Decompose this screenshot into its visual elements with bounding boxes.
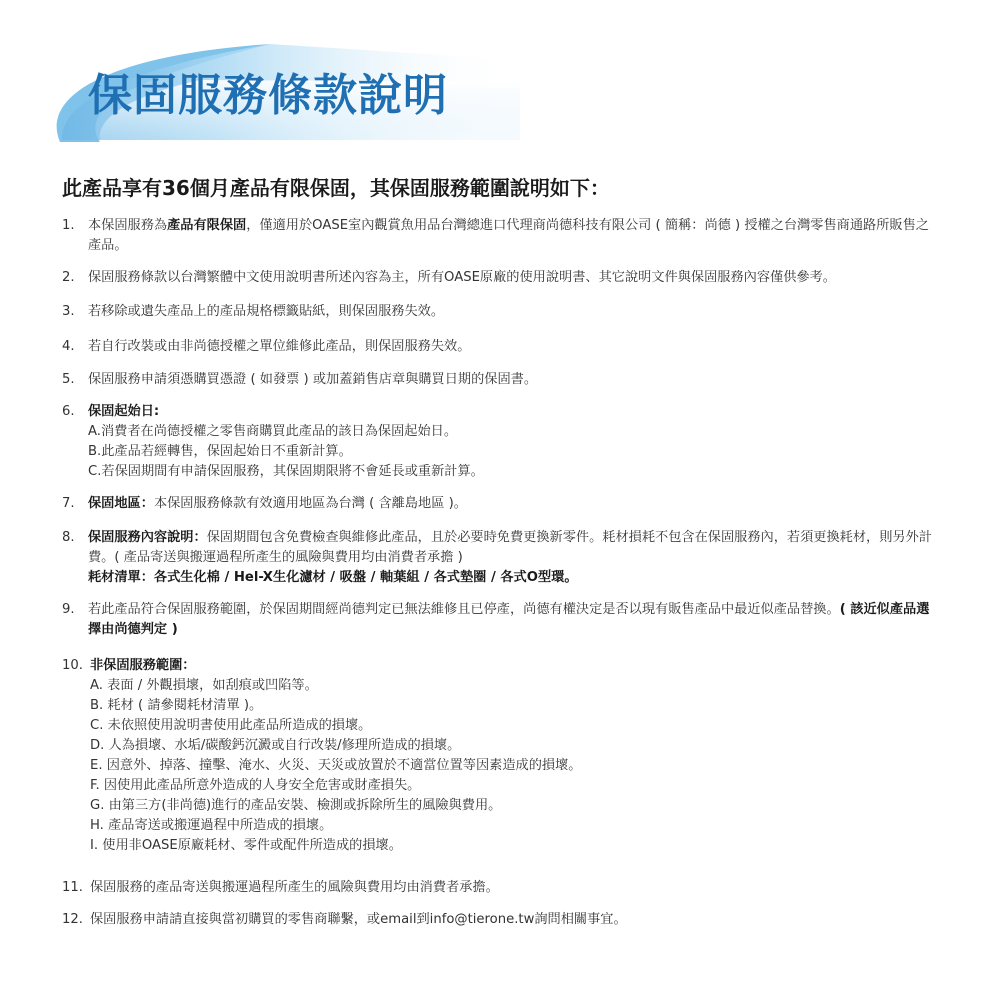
- item-heading: 非保固服務範圍：: [90, 658, 196, 673]
- item-text: 若此產品符合保固服務範圍，於保固期間經尚德判定已無法維修且已停產，尚德有權決定是否以現有販售產品中最近似產品替換。: [88, 602, 840, 617]
- item-heading: 保固起始日:: [88, 404, 160, 419]
- list-item: [62, 656, 942, 856]
- list-item: [62, 600, 942, 640]
- item-number: 9.: [62, 602, 75, 617]
- item-text: 本保固服務為: [88, 218, 168, 233]
- item-number: 12.: [62, 912, 83, 927]
- item-text: 保固服務申請須憑購買憑證 ( 如發票 ) 或加蓋銷售店章與購買日期的保固書。: [88, 372, 538, 387]
- item-text: ，僅適用於OASE室內觀賞魚用品台灣總進口代理商尚德科技有限公司 ( 簡稱：尚德 ) 授權之台灣零售商通路所販售之產品。: [88, 218, 929, 253]
- item-number: 4.: [62, 339, 75, 354]
- item-bold-text: 保固服務內容說明：: [88, 530, 207, 545]
- item-text: 保固服務的產品寄送與搬運過程所產生的風險與費用均由消費者承擔。: [90, 880, 499, 895]
- item-subline: H. 產品寄送或搬運過程中所造成的損壞。: [90, 818, 333, 833]
- list-item: [62, 302, 942, 322]
- item-number: 11.: [62, 880, 83, 895]
- item-subline: I. 使用非OASE原廠耗材、零件或配件所造成的損壞。: [90, 838, 402, 853]
- item-text: 本保固服務條款有效適用地區為台灣 ( 含離島地區 )。: [153, 496, 467, 511]
- item-text: 保固服務申請請直接與當初購買的零售商聯繫，或email到info@tierone.tw詢問相關事宜。: [90, 912, 627, 927]
- list-item: [62, 494, 942, 514]
- consumables-list: 耗材清單：各式生化棉 / Hel-X生化濾材 / 吸盤 / 軸葉組 / 各式墊圈 / 各式O型環。: [88, 570, 578, 585]
- list-item: [62, 910, 942, 930]
- warranty-summary-heading: 此產品享有36個月產品有限保固，其保固服務範圍說明如下：: [62, 176, 610, 200]
- item-number: 7.: [62, 496, 75, 511]
- item-bold-text: ( 該近似產品選擇由尚德判定 ): [88, 602, 930, 637]
- page-title: 保固服務條款說明: [88, 70, 448, 121]
- item-number: 3.: [62, 304, 75, 319]
- item-number: 5.: [62, 372, 75, 387]
- item-subline: G. 由第三方(非尚德)進行的產品安裝、檢測或拆除所生的風險與費用。: [90, 798, 502, 813]
- item-subline: B.此產品若經轉售，保固起始日不重新計算。: [88, 444, 352, 459]
- item-subline: E. 因意外、掉落、撞擊、淹水、火災、天災或放置於不適當位置等因素造成的損壞。: [90, 758, 582, 773]
- item-number: 6.: [62, 404, 75, 419]
- item-text: 保固服務條款以台灣繁體中文使用說明書所述內容為主，所有OASE原廠的使用說明書、其它說明文件與保固服務內容僅供參考。: [88, 270, 836, 285]
- item-number: 8.: [62, 530, 75, 545]
- item-subline: B. 耗材 ( 請參閱耗材清單 )。: [90, 698, 263, 713]
- list-item: [62, 216, 942, 256]
- list-item: [62, 528, 942, 588]
- item-subline: F. 因使用此產品所意外造成的人身安全危害或財產損失。: [90, 778, 421, 793]
- item-bold-text: 保固地區：: [88, 496, 154, 511]
- list-item: [62, 268, 942, 288]
- item-text: 若移除或遺失產品上的產品規格標籤貼紙，則保固服務失效。: [88, 304, 445, 319]
- item-subline: C. 未依照使用說明書使用此產品所造成的損壞。: [90, 718, 372, 733]
- item-subline: A.消費者在尚德授權之零售商購買此產品的該日為保固起始日。: [88, 424, 458, 439]
- item-text: 若自行改裝或由非尚德授權之單位維修此產品，則保固服務失效。: [88, 339, 471, 354]
- item-number: 10.: [62, 658, 83, 673]
- item-subline: C.若保固期間有申請保固服務，其保固期限將不會延長或重新計算。: [88, 464, 484, 479]
- list-item: [62, 402, 942, 482]
- item-number: 2.: [62, 270, 75, 285]
- list-item: [62, 337, 942, 357]
- item-bold-text: 產品有限保固: [167, 218, 247, 233]
- list-item: [62, 370, 942, 390]
- item-number: 1.: [62, 218, 75, 233]
- list-item: [62, 878, 942, 898]
- item-subline: A. 表面 / 外觀損壞，如刮痕或凹陷等。: [90, 678, 318, 693]
- item-text: 保固期間包含免費檢查與維修此產品，且於必要時免費更換新零件。耗材損耗不包含在保固服務內，若須更換耗材，則另外計費。( 產品寄送與搬運過程所產生的風險與費用均由消費者承擔 ): [88, 530, 932, 565]
- item-subline: D. 人為損壞、水垢/碳酸鈣沉澱或自行改裝/修理所造成的損壞。: [90, 738, 461, 753]
